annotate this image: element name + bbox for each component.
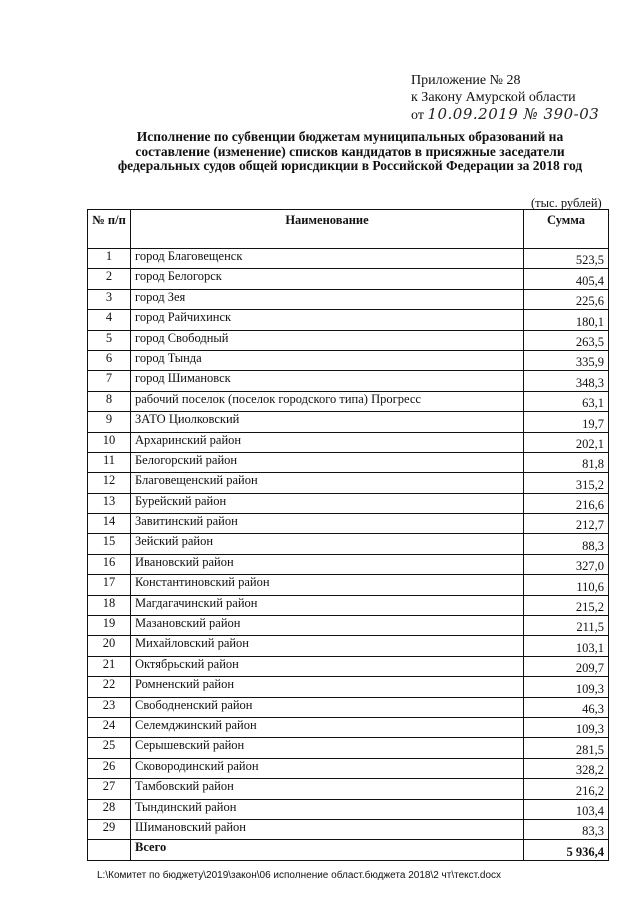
- row-sum: 348,3: [524, 371, 609, 391]
- row-name: город Зея: [131, 289, 524, 309]
- table-row: [88, 677, 609, 697]
- handwritten-date: 10.09.2019 № 390-03: [427, 105, 600, 123]
- row-name: Магдагачинский район: [131, 595, 524, 615]
- table-row: [88, 350, 609, 370]
- header-number: № п/п: [88, 210, 131, 249]
- row-sum: 327,0: [524, 554, 609, 574]
- row-name: Шимановский район: [131, 819, 524, 839]
- row-sum: 110,6: [524, 575, 609, 595]
- row-name: ЗАТО Циолковский: [131, 412, 524, 432]
- row-sum: 46,3: [524, 697, 609, 717]
- table-row: [88, 697, 609, 717]
- table-row: [88, 452, 609, 472]
- row-sum: 103,4: [524, 799, 609, 819]
- row-sum: 263,5: [524, 330, 609, 350]
- row-name: рабочий поселок (поселок городского типа) Прогресс: [131, 391, 524, 411]
- row-name: Завитинский район: [131, 514, 524, 534]
- row-number: 11: [88, 452, 131, 472]
- row-number: 22: [88, 677, 131, 697]
- appendix-law-reference: к Закону Амурской области: [411, 90, 576, 105]
- row-name: город Благовещенск: [131, 249, 524, 269]
- row-sum: 328,2: [524, 758, 609, 778]
- row-sum: 405,4: [524, 269, 609, 289]
- row-number: 12: [88, 473, 131, 493]
- row-number: 13: [88, 493, 131, 513]
- row-name: Архаринский район: [131, 432, 524, 452]
- row-sum: 202,1: [524, 432, 609, 452]
- file-path-footer: L:\Комитет по бюджету\2019\закон\06 исполнение област.бюджета 2018\2 чт\текст.docx: [97, 870, 502, 881]
- row-name: Зейский район: [131, 534, 524, 554]
- row-name: город Шимановск: [131, 371, 524, 391]
- appendix-date-line: [411, 106, 599, 124]
- row-name: город Райчихинск: [131, 310, 524, 330]
- row-sum: 211,5: [524, 616, 609, 636]
- table-row: [88, 738, 609, 758]
- document-title: Исполнение по субвенции бюджетам муниципальных образований на составление (изменение) списков кандидатов в присяжные заседатели федеральных судов общей юрисдикции в Российской Федерации за 2018 год: [117, 129, 583, 173]
- total-sum: 5 936,4: [524, 840, 609, 861]
- appendix-header: [411, 72, 599, 124]
- total-row: [88, 840, 609, 861]
- row-name: Благовещенский район: [131, 473, 524, 493]
- row-name: Тамбовский район: [131, 779, 524, 799]
- row-sum: 81,8: [524, 452, 609, 472]
- table-row: [88, 371, 609, 391]
- row-number: 5: [88, 330, 131, 350]
- table-row: [88, 595, 609, 615]
- row-number: 24: [88, 717, 131, 737]
- row-sum: 83,3: [524, 819, 609, 839]
- row-sum: 103,1: [524, 636, 609, 656]
- row-number: 21: [88, 656, 131, 676]
- subvention-table: [87, 209, 609, 861]
- row-number: 15: [88, 534, 131, 554]
- date-prefix: от: [411, 108, 424, 123]
- header-name: Наименование: [131, 210, 524, 249]
- row-number: 8: [88, 391, 131, 411]
- row-sum: 180,1: [524, 310, 609, 330]
- table-row: [88, 758, 609, 778]
- row-name: Сковородинский район: [131, 758, 524, 778]
- row-name: Бурейский район: [131, 493, 524, 513]
- appendix-number: Приложение № 28: [411, 73, 521, 88]
- row-name: Михайловский район: [131, 636, 524, 656]
- row-sum: 212,7: [524, 514, 609, 534]
- row-name: Тындинский район: [131, 799, 524, 819]
- table-body: [88, 249, 609, 840]
- table-row: [88, 779, 609, 799]
- table-row: [88, 391, 609, 411]
- row-number: 28: [88, 799, 131, 819]
- row-number: 27: [88, 779, 131, 799]
- row-number: 14: [88, 514, 131, 534]
- row-sum: 216,6: [524, 493, 609, 513]
- row-number: 6: [88, 350, 131, 370]
- table-row: [88, 330, 609, 350]
- table-row: [88, 534, 609, 554]
- table-row: [88, 799, 609, 819]
- row-number: 2: [88, 269, 131, 289]
- table-row: [88, 473, 609, 493]
- table-row: [88, 249, 609, 269]
- row-name: Ромненский район: [131, 677, 524, 697]
- row-sum: 315,2: [524, 473, 609, 493]
- header-sum: Сумма: [524, 210, 609, 249]
- row-name: Свободненский район: [131, 697, 524, 717]
- table-row: [88, 412, 609, 432]
- row-sum: 109,3: [524, 717, 609, 737]
- row-number: 4: [88, 310, 131, 330]
- row-number: 17: [88, 575, 131, 595]
- row-name: Белогорский район: [131, 452, 524, 472]
- table-row: [88, 432, 609, 452]
- row-number: 20: [88, 636, 131, 656]
- row-number: 7: [88, 371, 131, 391]
- table-row: [88, 310, 609, 330]
- row-number: 10: [88, 432, 131, 452]
- table-row: [88, 575, 609, 595]
- row-name: город Белогорск: [131, 269, 524, 289]
- unit-label: (тыс. рублей): [531, 196, 602, 210]
- row-number: 19: [88, 616, 131, 636]
- table-row: [88, 819, 609, 839]
- row-name: Мазановский район: [131, 616, 524, 636]
- table-row: [88, 514, 609, 534]
- row-sum: 209,7: [524, 656, 609, 676]
- table-header-row: [88, 210, 609, 249]
- total-number-cell: [88, 840, 131, 861]
- row-number: 18: [88, 595, 131, 615]
- table-row: [88, 656, 609, 676]
- row-sum: 88,3: [524, 534, 609, 554]
- row-sum: 281,5: [524, 738, 609, 758]
- table-row: [88, 269, 609, 289]
- row-sum: 63,1: [524, 391, 609, 411]
- row-sum: 335,9: [524, 350, 609, 370]
- row-number: 25: [88, 738, 131, 758]
- table-row: [88, 616, 609, 636]
- row-sum: 19,7: [524, 412, 609, 432]
- row-sum: 225,6: [524, 289, 609, 309]
- total-label: Всего: [131, 840, 524, 861]
- row-sum: 216,2: [524, 779, 609, 799]
- row-name: город Тында: [131, 350, 524, 370]
- row-name: Ивановский район: [131, 554, 524, 574]
- row-sum: 215,2: [524, 595, 609, 615]
- row-number: 3: [88, 289, 131, 309]
- row-sum: 109,3: [524, 677, 609, 697]
- table-row: [88, 554, 609, 574]
- row-name: Константиновский район: [131, 575, 524, 595]
- row-number: 29: [88, 819, 131, 839]
- row-sum: 523,5: [524, 249, 609, 269]
- row-number: 23: [88, 697, 131, 717]
- row-number: 9: [88, 412, 131, 432]
- row-name: Селемджинский район: [131, 717, 524, 737]
- row-name: Серышевский район: [131, 738, 524, 758]
- row-name: город Свободный: [131, 330, 524, 350]
- table-row: [88, 493, 609, 513]
- table-row: [88, 636, 609, 656]
- table-row: [88, 717, 609, 737]
- row-number: 16: [88, 554, 131, 574]
- row-number: 1: [88, 249, 131, 269]
- row-number: 26: [88, 758, 131, 778]
- table-row: [88, 289, 609, 309]
- row-name: Октябрьский район: [131, 656, 524, 676]
